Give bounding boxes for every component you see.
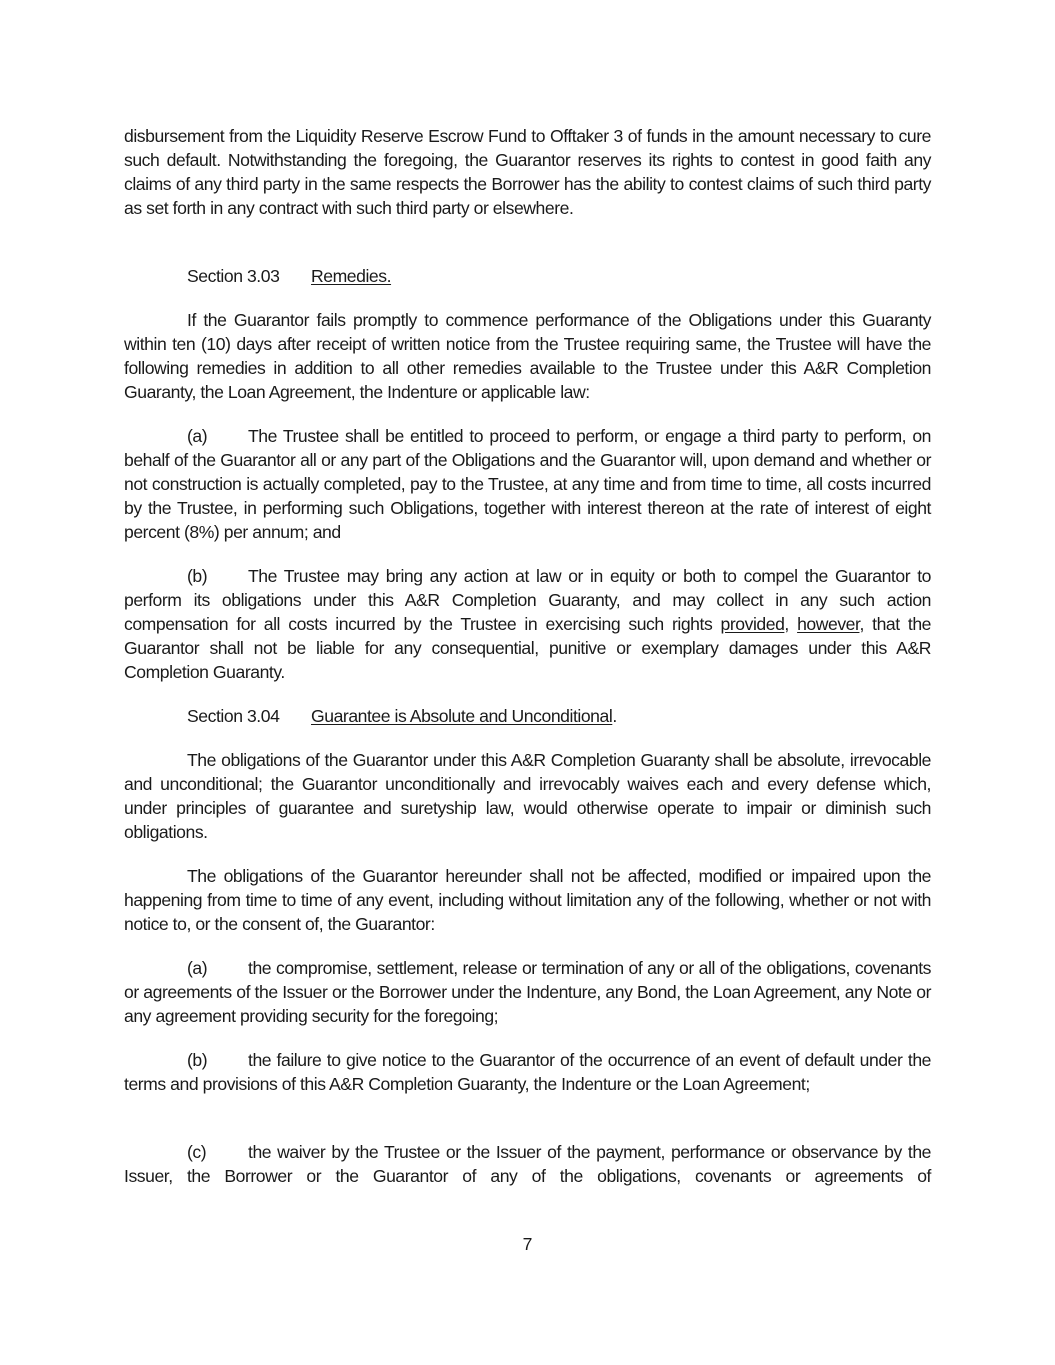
remedy-a-text: The Trustee shall be entitled to proceed to perform, or engage a third party to perform, on behalf of the Guarantor all or any part of the Obligations and the Guarantor will, upon demand and whether or not construction is actually completed, pay to the Trustee, at any time and from time to time, all costs incurred by the Trustee, in performing such Obligations, together with interest thereon at the rate of interest of eight percent (8%) per annum; and	[124, 426, 931, 542]
list-label: (b)	[187, 1050, 208, 1070]
section-title: Guarantee is Absolute and Unconditional	[311, 706, 613, 726]
list-label: (c)	[187, 1142, 207, 1162]
remedy-b-text-end: , that the Guarantor shall not be liable for any consequential, punitive or exemplary damages under this A&R Completion Guaranty.	[124, 614, 932, 682]
event-b-text: the failure to give notice to the Guarantor of the occurrence of an event of default under the terms and provisions of this A&R Completion Guaranty, the Indenture or the Loan Agreement;	[124, 1050, 931, 1094]
event-c-text: the waiver by the Trustee or the Issuer of the payment, performance or observance by the Issuer, the Borrower or the Guarantor of any of the obligations, covenants or agreements of	[124, 1142, 931, 1186]
section-title-period: .	[612, 706, 617, 726]
event-b-paragraph	[124, 1048, 931, 1096]
however-term: however	[797, 614, 860, 634]
remedy-b-text: The Trustee may bring any action at law or in equity or both to compel the Guarantor to perform its obligations under this A&R Completion Guaranty, and may collect in any such action compensation for all costs incurred by the Trustee in exercising such rights	[124, 566, 931, 634]
remedies-intro-paragraph: If the Guarantor fails promptly to commence performance of the Obligations under this Guaranty within ten (10) days after receipt of written notice from the Trustee requiring same, the Trustee will have the following remedies in addition to all other remedies available to the Trustee under this A&R Completion Guaranty, the Loan Agreement, the Indenture or applicable law:	[124, 310, 931, 402]
remedy-a-paragraph	[124, 424, 931, 544]
absolute-paragraph-1: The obligations of the Guarantor under this A&R Completion Guaranty shall be absolute, irrevocable and unconditional; the Guarantor unconditionally and irrevocably waives each and every defense which, under principles of guarantee and suretyship law, would otherwise operate to impair or diminish such obligations.	[124, 750, 931, 842]
section-3-04-heading	[187, 704, 617, 728]
list-label: (b)	[187, 566, 208, 586]
page-number: 7	[522, 1234, 533, 1254]
separator-text: ,	[784, 614, 798, 634]
event-c-paragraph	[124, 1140, 931, 1188]
section-title: Remedies.	[311, 266, 392, 286]
provided-term: provided	[720, 614, 785, 634]
list-label: (a)	[187, 426, 208, 446]
section-3-03-heading	[187, 264, 391, 288]
remedy-b-paragraph	[124, 564, 931, 684]
section-number: Section 3.03	[187, 266, 280, 286]
event-a-paragraph	[124, 956, 931, 1028]
absolute-paragraph-2: The obligations of the Guarantor hereunder shall not be affected, modified or impaired upon the happening from time to time of any event, including without limitation any of the following, whether or not with notice to, or the consent of, the Guarantor:	[124, 866, 931, 934]
event-a-text: the compromise, settlement, release or termination of any or all of the obligations, covenants or agreements of the Issuer or the Borrower under the Indenture, any Bond, the Loan Agreement, any Note or any agreement providing security for the foregoing;	[124, 958, 931, 1026]
list-label: (a)	[187, 958, 208, 978]
section-number: Section 3.04	[187, 706, 280, 726]
carryover-paragraph: disbursement from the Liquidity Reserve Escrow Fund to Offtaker 3 of funds in the amount necessary to cure such default. Notwithstanding the foregoing, the Guarantor reserves its rights to contest in good faith any claims of any third party in the same respects the Borrower has the ability to contest claims of such third party as set forth in any contract with such third party or elsewhere.	[124, 126, 931, 218]
